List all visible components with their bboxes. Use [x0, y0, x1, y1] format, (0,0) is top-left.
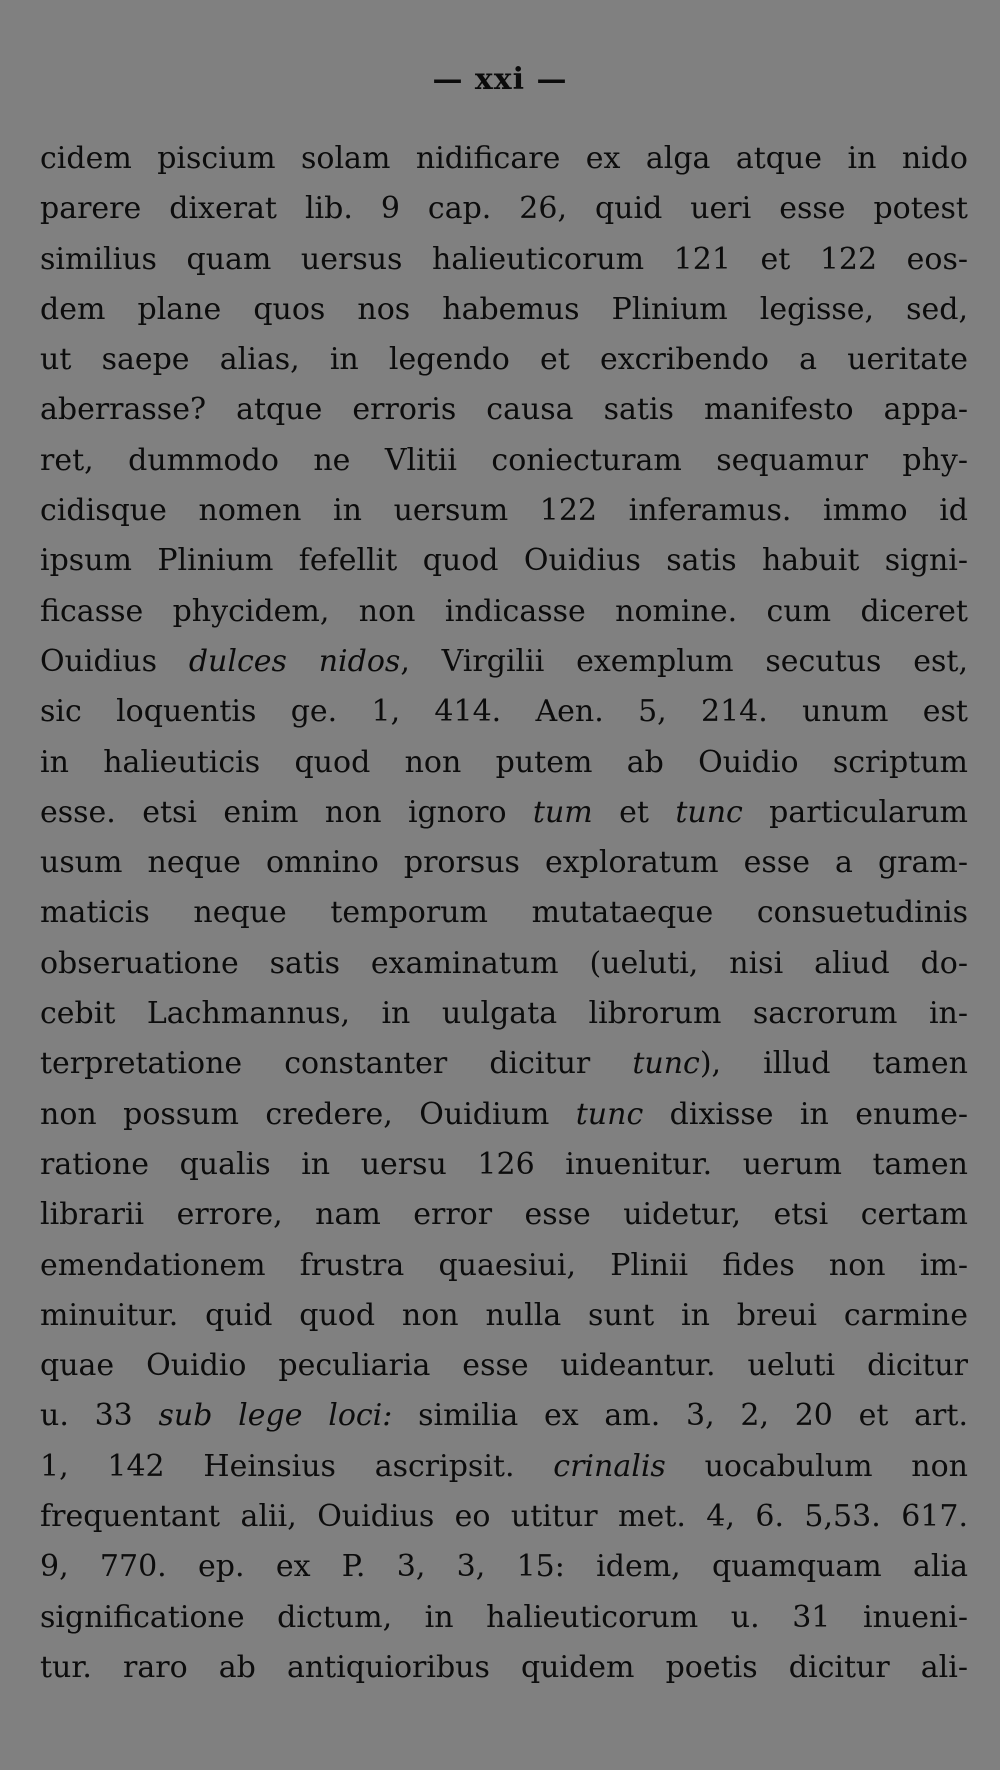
text-segment: librarii errore, nam error esse uidetur, etsi certam — [40, 1197, 968, 1233]
text-line — [40, 1090, 968, 1140]
text-line — [40, 335, 968, 385]
italic-text: tunc — [575, 1096, 644, 1132]
text-segment: obseruatione satis examinatum (ueluti, nisi aliud do- — [40, 945, 968, 981]
text-line — [40, 1341, 968, 1391]
text-line — [40, 587, 968, 637]
text-line — [40, 134, 968, 184]
text-line — [40, 1140, 968, 1190]
text-segment: frequentant alii, Ouidius eo utitur met. 4, 6. 5,53. 617. — [40, 1499, 968, 1535]
text-segment: 9, 770. ep. ex P. 3, 3, 15: idem, quamquam alia — [40, 1549, 968, 1585]
italic-text: tunc — [675, 794, 743, 830]
text-segment: significatione dictum, in halieuticorum u. 31 inueni- — [40, 1599, 968, 1635]
text-segment: dixisse in enume- — [643, 1096, 968, 1132]
text-segment: ), illud tamen — [699, 1046, 968, 1082]
text-segment: emendationem frustra quaesiui, Plinii fides non im- — [40, 1247, 968, 1283]
text-line — [40, 285, 968, 335]
text-line — [40, 1442, 968, 1492]
text-segment: et — [592, 794, 676, 830]
page-number-header: — xxi — — [432, 62, 568, 97]
text-segment: usum neque omnino prorsus exploratum esse a gram- — [40, 845, 968, 881]
text-segment: uocabulum non — [665, 1448, 968, 1484]
text-line — [40, 687, 968, 737]
text-line — [40, 1643, 968, 1693]
italic-text: tum — [532, 794, 593, 830]
text-segment: dem plane quos nos habemus Plinium legisse, sed, — [40, 291, 968, 327]
text-line — [40, 838, 968, 888]
text-segment: sic loquentis ge. 1, 414. Aen. 5, 214. unum est — [40, 694, 968, 730]
italic-text: tunc — [632, 1046, 700, 1082]
italic-text: sub lege loci: — [158, 1398, 393, 1434]
text-segment: minuitur. quid quod non nulla sunt in breui carmine — [40, 1297, 968, 1333]
body-text — [40, 134, 968, 1693]
text-line — [40, 1391, 968, 1441]
text-segment: aberrasse? atque erroris causa satis manifesto appa- — [40, 392, 968, 428]
text-line — [40, 1492, 968, 1542]
italic-text: crinalis — [553, 1448, 666, 1484]
text-line — [40, 939, 968, 989]
text-segment: ut saepe alias, in legendo et excribendo a ueritate — [40, 342, 968, 378]
text-segment: non possum credere, Ouidium — [40, 1096, 576, 1132]
text-segment: tur. raro ab antiquioribus quidem poetis dicitur ali- — [40, 1649, 968, 1685]
text-segment: , Virgilii exemplum secutus est, — [400, 643, 968, 679]
text-segment: 1, 142 Heinsius ascripsit. — [40, 1448, 554, 1484]
text-segment: quae Ouidio peculiaria esse uideantur. ueluti dicitur — [40, 1348, 968, 1384]
text-segment: terpretatione constanter dicitur — [40, 1046, 633, 1082]
text-segment: cidem piscium solam nidificare ex alga atque in nido — [40, 141, 968, 176]
text-segment: in halieuticis quod non putem ab Ouidio scriptum — [40, 744, 968, 780]
italic-text: dulces nidos — [188, 643, 401, 679]
text-line — [40, 536, 968, 586]
text-line — [40, 486, 968, 536]
text-line — [40, 235, 968, 285]
text-line — [40, 788, 968, 838]
text-segment: ratione qualis in uersu 126 inuenitur. uerum tamen — [40, 1146, 968, 1182]
text-line — [40, 1190, 968, 1240]
text-segment: Ouidius — [40, 643, 189, 679]
text-line — [40, 436, 968, 486]
text-segment: similia ex am. 3, 2, 20 et art. — [392, 1398, 968, 1434]
text-line — [40, 1291, 968, 1341]
text-line — [40, 888, 968, 938]
text-line — [40, 184, 968, 234]
text-segment: ret, dummodo ne Vlitii coniecturam sequamur phy- — [40, 442, 968, 478]
text-segment: particularum — [742, 794, 968, 830]
text-segment: u. 33 — [40, 1398, 159, 1434]
text-line — [40, 738, 968, 788]
text-line — [40, 385, 968, 435]
text-segment: ficasse phycidem, non indicasse nomine. cum diceret — [40, 593, 968, 629]
text-line — [40, 989, 968, 1039]
text-line — [40, 1241, 968, 1291]
text-line — [40, 1542, 968, 1592]
text-segment: cebit Lachmannus, in uulgata librorum sacrorum in- — [40, 996, 968, 1032]
text-line — [40, 1593, 968, 1643]
text-segment: maticis neque temporum mutataeque consuetudinis — [40, 895, 968, 931]
text-segment: parere dixerat lib. 9 cap. 26, quid ueri esse potest — [40, 191, 968, 227]
text-segment: ipsum Plinium fefellit quod Ouidius satis habuit signi- — [40, 543, 968, 579]
text-segment: esse. etsi enim non ignoro — [40, 794, 533, 830]
text-line — [40, 1039, 968, 1089]
text-segment: cidisque nomen in uersum 122 inferamus. immo id — [40, 493, 968, 529]
text-line — [40, 637, 968, 687]
text-segment: similius quam uersus halieuticorum 121 et 122 eos- — [40, 241, 968, 277]
